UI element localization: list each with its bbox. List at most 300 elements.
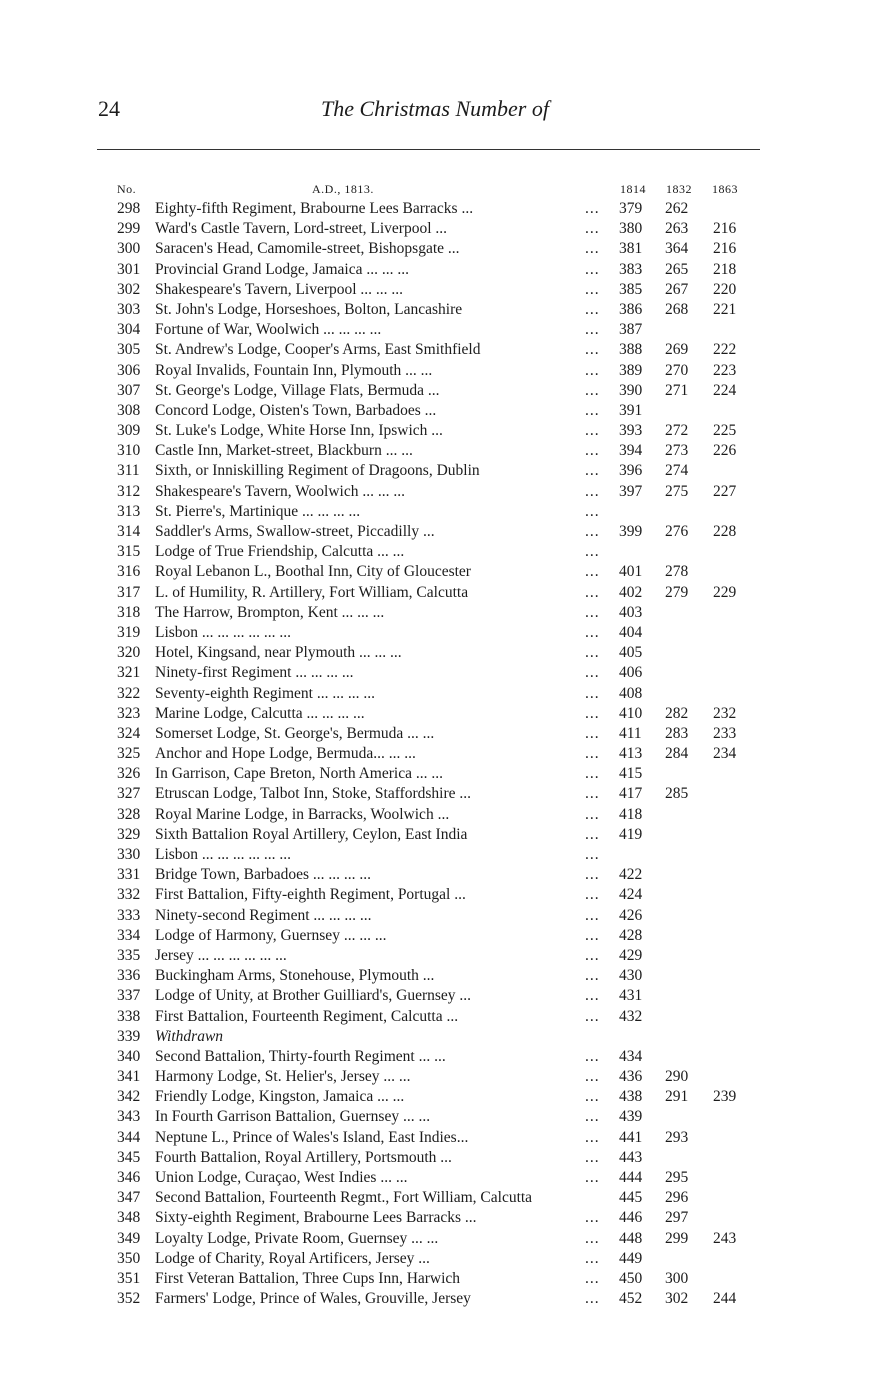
- lodge-name: Lodge of Charity, Royal Artificers, Jersey ...: [155, 1249, 430, 1267]
- number-1832: 279: [665, 583, 689, 601]
- number-1814: 449: [619, 1249, 643, 1267]
- number-1814: 426: [619, 906, 643, 924]
- number-1832: 293: [665, 1128, 689, 1146]
- number-1814: 380: [619, 220, 643, 238]
- table-row: [0, 1229, 870, 1249]
- number-1832: 274: [665, 462, 689, 480]
- leader-dots: ...: [585, 1007, 600, 1025]
- number-1814: 404: [619, 623, 643, 641]
- lodge-number: 328: [117, 805, 141, 823]
- number-1832: 265: [665, 260, 689, 278]
- leader-dots: ...: [585, 1088, 600, 1106]
- leader-dots: ...: [585, 462, 600, 480]
- lodge-number: 311: [117, 462, 140, 480]
- lodge-name: Anchor and Hope Lodge, Bermuda... ... ...: [155, 745, 416, 763]
- table-row: [0, 239, 870, 259]
- table-row: [0, 784, 870, 804]
- lodge-number: 333: [117, 906, 141, 924]
- leader-dots: ...: [585, 684, 600, 702]
- number-1814: 439: [619, 1108, 643, 1126]
- leader-dots: ...: [585, 1229, 600, 1247]
- number-1814: 403: [619, 603, 643, 621]
- number-1863: 216: [713, 220, 737, 238]
- table-row: [0, 825, 870, 845]
- lodge-name: First Veteran Battalion, Three Cups Inn, Harwich: [155, 1269, 461, 1287]
- table-row: [0, 1188, 870, 1208]
- lodge-number: 348: [117, 1209, 141, 1227]
- lodge-name: St. Pierre's, Martinique ... ... ... ...: [155, 502, 361, 520]
- number-1832: 278: [665, 563, 689, 581]
- number-1832: 297: [665, 1209, 689, 1227]
- leader-dots: ...: [585, 704, 600, 722]
- table-row: [0, 1168, 870, 1188]
- table-row: [0, 421, 870, 441]
- table-row: [0, 704, 870, 724]
- leader-dots: ...: [585, 1108, 600, 1126]
- number-1863: 232: [713, 704, 737, 722]
- leader-dots: ...: [585, 523, 600, 540]
- lodge-number: 336: [117, 967, 141, 985]
- lodge-number: 337: [117, 987, 141, 1005]
- lodge-number: 349: [117, 1229, 141, 1247]
- number-1863: 226: [713, 442, 737, 460]
- lodge-number: 350: [117, 1249, 141, 1267]
- leader-dots: ...: [585, 745, 600, 763]
- table-row: [0, 381, 870, 401]
- leader-dots: ...: [585, 906, 600, 924]
- leader-dots: ...: [585, 341, 600, 359]
- lodge-name: Royal Marine Lodge, in Barracks, Woolwich ...: [155, 805, 450, 823]
- leader-dots: ...: [585, 502, 600, 520]
- page-number: 24: [98, 96, 120, 121]
- number-1814: 418: [619, 805, 643, 823]
- lodge-number: 320: [117, 644, 141, 662]
- number-1832: 273: [665, 442, 689, 460]
- lodge-number: 317: [117, 583, 141, 601]
- number-1814: 386: [619, 300, 643, 318]
- leader-dots: ...: [585, 381, 600, 399]
- lodge-name: Shakespeare's Tavern, Woolwich ... ... ...: [155, 482, 405, 500]
- number-1832: 291: [665, 1088, 689, 1106]
- lodge-name: Farmers' Lodge, Prince of Wales, Grouville, Jersey: [155, 1290, 471, 1308]
- table-row: [0, 684, 870, 704]
- number-1814: 401: [619, 563, 643, 581]
- table-row: [0, 926, 870, 946]
- lodge-name: First Battalion, Fourteenth Regiment, Calcutta ...: [155, 1007, 459, 1025]
- leader-dots: ...: [585, 987, 600, 1005]
- lodge-name: Marine Lodge, Calcutta ... ... ... ...: [155, 704, 365, 722]
- leader-dots: ...: [585, 442, 600, 460]
- leader-dots: ...: [585, 280, 600, 298]
- lodge-number: 332: [117, 886, 141, 904]
- leader-dots: ...: [585, 866, 600, 884]
- lodge-table: [0, 199, 870, 1309]
- lodge-name: Bridge Town, Barbadoes ... ... ... ...: [155, 866, 372, 884]
- lodge-name: Royal Invalids, Fountain Inn, Plymouth ... ...: [155, 361, 433, 379]
- table-row: [0, 603, 870, 623]
- number-1814: 411: [619, 724, 642, 742]
- table-row: [0, 906, 870, 926]
- number-1863: 220: [713, 280, 737, 298]
- table-row: [0, 1249, 870, 1269]
- table-row: [0, 522, 870, 542]
- number-1814: 429: [619, 946, 643, 964]
- leader-dots: ...: [585, 765, 600, 783]
- table-row: [0, 502, 870, 522]
- number-1814: 393: [619, 422, 643, 440]
- lodge-number: 304: [117, 321, 141, 339]
- number-1863: 244: [713, 1290, 737, 1308]
- lodge-number: 331: [117, 866, 141, 884]
- lodge-name: Eighty-fifth Regiment, Brabourne Lees Barracks ...: [155, 200, 474, 217]
- table-row: [0, 280, 870, 300]
- lodge-number: 351: [117, 1269, 141, 1287]
- lodge-name: Shakespeare's Tavern, Liverpool ... ... ...: [155, 280, 404, 298]
- number-1832: 283: [665, 724, 689, 742]
- lodge-name: Buckingham Arms, Stonehouse, Plymouth ...: [155, 967, 435, 985]
- number-1863: 223: [713, 361, 737, 379]
- lodge-number: 309: [117, 422, 141, 440]
- table-row: [0, 340, 870, 360]
- lodge-number: 313: [117, 502, 141, 520]
- lodge-name: Ninety-first Regiment ... ... ... ...: [155, 664, 354, 682]
- table-row: [0, 1067, 870, 1087]
- number-1863: 218: [713, 260, 737, 278]
- table-row: [0, 805, 870, 825]
- lodge-name: First Battalion, Fifty-eighth Regiment, Portugal ...: [155, 886, 466, 904]
- number-1814: 434: [619, 1047, 643, 1065]
- number-1832: 272: [665, 422, 689, 440]
- table-row: [0, 320, 870, 340]
- lodge-name: Saddler's Arms, Swallow-street, Piccadilly ...: [155, 523, 435, 540]
- lodge-name: Lodge of Harmony, Guernsey ... ... ...: [155, 926, 387, 944]
- column-header-1863: 1863: [712, 182, 738, 196]
- number-1814: 445: [619, 1189, 643, 1207]
- lodge-number: 306: [117, 361, 141, 379]
- lodge-name: Second Battalion, Fourteenth Regmt., Fort William, Calcutta: [155, 1189, 533, 1207]
- table-row: [0, 1107, 870, 1127]
- leader-dots: ...: [585, 805, 600, 823]
- table-row: [0, 1128, 870, 1148]
- lodge-name: Provincial Grand Lodge, Jamaica ... ... ...: [155, 260, 409, 278]
- leader-dots: ...: [585, 563, 600, 581]
- lodge-name: St. John's Lodge, Horseshoes, Bolton, Lancashire: [155, 300, 463, 318]
- lodge-name: Etruscan Lodge, Talbot Inn, Stoke, Staffordshire ...: [155, 785, 472, 803]
- lodge-name: The Harrow, Brompton, Kent ... ... ...: [155, 603, 385, 621]
- lodge-name: Castle Inn, Market-street, Blackburn ... ...: [155, 442, 413, 460]
- number-1863: 225: [713, 422, 737, 440]
- lodge-number: 310: [117, 442, 141, 460]
- lodge-number: 321: [117, 664, 141, 682]
- number-1832: 282: [665, 704, 689, 722]
- leader-dots: ...: [585, 300, 600, 318]
- lodge-name: Fourth Battalion, Royal Artillery, Portsmouth ...: [155, 1148, 452, 1166]
- leader-dots: ...: [585, 1128, 600, 1146]
- leader-dots: ...: [585, 482, 600, 500]
- lodge-number: 342: [117, 1088, 141, 1106]
- lodge-name: Harmony Lodge, St. Helier's, Jersey ... ...: [155, 1068, 411, 1086]
- lodge-name: St. Andrew's Lodge, Cooper's Arms, East Smithfield: [155, 341, 481, 359]
- lodge-name: Lisbon ... ... ... ... ... ...: [155, 623, 292, 641]
- number-1814: 391: [619, 401, 643, 419]
- table-row: [0, 845, 870, 865]
- table-row: [0, 219, 870, 239]
- number-1832: 267: [665, 280, 689, 298]
- leader-dots: ...: [585, 220, 600, 238]
- number-1832: 271: [665, 381, 689, 399]
- table-row: [0, 583, 870, 603]
- number-1863: 221: [713, 300, 737, 318]
- number-1814: 428: [619, 926, 643, 944]
- number-1832: 276: [665, 523, 689, 540]
- number-1814: 419: [619, 825, 643, 843]
- lodge-number: 299: [117, 220, 141, 238]
- lodge-name: Seventy-eighth Regiment ... ... ... ...: [155, 684, 375, 702]
- number-1814: 444: [619, 1169, 643, 1186]
- lodge-number: 352: [117, 1290, 141, 1308]
- number-1814: 408: [619, 684, 643, 702]
- lodge-number: 341: [117, 1068, 141, 1086]
- lodge-name: Friendly Lodge, Kingston, Jamaica ... ...: [155, 1088, 405, 1106]
- lodge-name: Somerset Lodge, St. George's, Bermuda ... ...: [155, 724, 435, 742]
- leader-dots: ...: [585, 401, 600, 419]
- table-row: [0, 482, 870, 502]
- lodge-name: Royal Lebanon L., Boothal Inn, City of Gloucester: [155, 563, 471, 581]
- number-1814: 410: [619, 704, 643, 722]
- leader-dots: ...: [585, 1290, 600, 1308]
- number-1814: 436: [619, 1068, 643, 1086]
- leader-dots: ...: [585, 200, 600, 217]
- number-1832: 296: [665, 1189, 689, 1207]
- number-1832: 262: [665, 200, 689, 217]
- leader-dots: ...: [585, 361, 600, 379]
- lodge-name: Hotel, Kingsand, near Plymouth ... ... ...: [155, 644, 402, 662]
- number-1814: 389: [619, 361, 643, 379]
- leader-dots: ...: [585, 1148, 600, 1166]
- lodge-number: 344: [117, 1128, 141, 1146]
- leader-dots: ...: [585, 846, 600, 863]
- leader-dots: ...: [585, 1047, 600, 1065]
- number-1832: 300: [665, 1269, 689, 1287]
- column-header-1814: 1814: [620, 182, 646, 196]
- table-row: [0, 946, 870, 966]
- table-row: [0, 1047, 870, 1067]
- leader-dots: ...: [585, 1269, 600, 1287]
- leader-dots: ...: [585, 543, 600, 561]
- lodge-number: 338: [117, 1007, 141, 1025]
- table-row: [0, 1007, 870, 1027]
- number-1863: 243: [713, 1229, 737, 1247]
- leader-dots: ...: [585, 422, 600, 440]
- leader-dots: ...: [585, 825, 600, 843]
- number-1863: 228: [713, 523, 737, 540]
- table-row: [0, 966, 870, 986]
- table-row: [0, 1148, 870, 1168]
- number-1814: 422: [619, 866, 643, 884]
- table-row: [0, 623, 870, 643]
- number-1814: 385: [619, 280, 643, 298]
- number-1814: 406: [619, 664, 643, 682]
- number-1832: 295: [665, 1169, 689, 1186]
- number-1832: 270: [665, 361, 689, 379]
- number-1814: 448: [619, 1229, 643, 1247]
- lodge-number: 340: [117, 1047, 141, 1065]
- number-1814: 394: [619, 442, 643, 460]
- leader-dots: ...: [585, 724, 600, 742]
- lodge-number: 326: [117, 765, 141, 783]
- number-1832: 285: [665, 785, 689, 803]
- table-row: [0, 663, 870, 683]
- number-1863: 233: [713, 724, 737, 742]
- lodge-number: 305: [117, 341, 141, 359]
- leader-dots: ...: [585, 1249, 600, 1267]
- lodge-name: St. Luke's Lodge, White Horse Inn, Ipswich ...: [155, 422, 443, 440]
- number-1814: 381: [619, 240, 643, 258]
- number-1814: 397: [619, 482, 643, 500]
- lodge-number: 303: [117, 300, 141, 318]
- lodge-number: 319: [117, 623, 141, 641]
- number-1832: 268: [665, 300, 689, 318]
- number-1814: 379: [619, 200, 643, 217]
- number-1814: 383: [619, 260, 643, 278]
- number-1814: 424: [619, 886, 643, 904]
- lodge-name: Saracen's Head, Camomile-street, Bishopsgate ...: [155, 240, 460, 258]
- leader-dots: ...: [585, 967, 600, 985]
- lodge-number: 343: [117, 1108, 141, 1126]
- table-row: [0, 1208, 870, 1228]
- lodge-name: Sixty-eighth Regiment, Brabourne Lees Barracks ...: [155, 1209, 477, 1227]
- number-1814: 388: [619, 341, 643, 359]
- number-1814: 441: [619, 1128, 643, 1146]
- lodge-number: 323: [117, 704, 141, 722]
- number-1863: 216: [713, 240, 737, 258]
- header-rule: [97, 149, 760, 150]
- number-1832: 364: [665, 240, 689, 258]
- table-row: [0, 643, 870, 663]
- lodge-number: 345: [117, 1148, 141, 1166]
- lodge-name: Second Battalion, Thirty-fourth Regiment ... ...: [155, 1047, 446, 1065]
- number-1814: 405: [619, 644, 643, 662]
- leader-dots: ...: [585, 886, 600, 904]
- leader-dots: ...: [585, 785, 600, 803]
- lodge-number: 334: [117, 926, 141, 944]
- table-row: [0, 1027, 870, 1047]
- number-1863: 239: [713, 1088, 737, 1106]
- lodge-name: L. of Humility, R. Artillery, Fort William, Calcutta: [155, 583, 469, 601]
- number-1832: 263: [665, 220, 689, 238]
- lodge-number: 347: [117, 1189, 141, 1207]
- lodge-name: Jersey ... ... ... ... ... ...: [155, 946, 287, 964]
- lodge-name: St. George's Lodge, Village Flats, Bermuda ...: [155, 381, 440, 399]
- leader-dots: ...: [585, 644, 600, 662]
- lodge-number: 335: [117, 946, 141, 964]
- lodge-number: 301: [117, 260, 141, 278]
- number-1863: 227: [713, 482, 737, 500]
- lodge-name: Sixth, or Inniskilling Regiment of Dragoons, Dublin: [155, 462, 480, 480]
- table-row: [0, 542, 870, 562]
- lodge-name: Ninety-second Regiment ... ... ... ...: [155, 906, 372, 924]
- lodge-number: 324: [117, 724, 141, 742]
- table-row: [0, 401, 870, 421]
- table-row: [0, 562, 870, 582]
- lodge-name: Ward's Castle Tavern, Lord-street, Liverpool ...: [155, 220, 448, 238]
- lodge-number: 325: [117, 745, 141, 763]
- table-row: [0, 1289, 870, 1309]
- number-1832: 269: [665, 341, 689, 359]
- lodge-number: 318: [117, 603, 141, 621]
- lodge-number: 314: [117, 523, 141, 540]
- leader-dots: ...: [585, 583, 600, 601]
- lodge-number: 315: [117, 543, 141, 561]
- table-row: [0, 764, 870, 784]
- lodge-number: 302: [117, 280, 141, 298]
- number-1814: 430: [619, 967, 643, 985]
- table-row: [0, 885, 870, 905]
- number-1814: 396: [619, 462, 643, 480]
- number-1814: 390: [619, 381, 643, 399]
- lodge-name: Concord Lodge, Oisten's Town, Barbadoes ...: [155, 401, 437, 419]
- number-1814: 431: [619, 987, 643, 1005]
- table-row: [0, 744, 870, 764]
- lodge-number: 339: [117, 1027, 141, 1045]
- lodge-number: 346: [117, 1169, 141, 1186]
- table-row: [0, 986, 870, 1006]
- number-1814: 387: [619, 321, 643, 339]
- leader-dots: ...: [585, 321, 600, 339]
- lodge-number: 298: [117, 200, 141, 217]
- lodge-name: Withdrawn: [155, 1027, 224, 1045]
- number-1814: 402: [619, 583, 643, 601]
- leader-dots: ...: [585, 240, 600, 258]
- column-header-ad: A.D., 1813.: [312, 182, 374, 196]
- table-row: [0, 441, 870, 461]
- number-1863: 224: [713, 381, 737, 399]
- lodge-number: 308: [117, 401, 141, 419]
- table-row: [0, 461, 870, 481]
- table-row: [0, 361, 870, 381]
- number-1832: 299: [665, 1229, 689, 1247]
- leader-dots: ...: [585, 946, 600, 964]
- number-1863: 229: [713, 583, 737, 601]
- leader-dots: ...: [585, 1169, 600, 1186]
- number-1814: 438: [619, 1088, 643, 1106]
- number-1814: 452: [619, 1290, 643, 1308]
- lodge-number: 322: [117, 684, 141, 702]
- leader-dots: ...: [585, 664, 600, 682]
- number-1814: 413: [619, 745, 643, 763]
- number-1832: 302: [665, 1290, 689, 1308]
- number-1814: 450: [619, 1269, 643, 1287]
- lodge-number: 307: [117, 381, 141, 399]
- lodge-name: Lodge of Unity, at Brother Guilliard's, Guernsey ...: [155, 987, 472, 1005]
- leader-dots: ...: [585, 603, 600, 621]
- table-row: [0, 300, 870, 320]
- number-1814: 415: [619, 765, 643, 783]
- lodge-number: 329: [117, 825, 141, 843]
- number-1814: 432: [619, 1007, 643, 1025]
- number-1832: 284: [665, 745, 689, 763]
- table-row: [0, 1269, 870, 1289]
- lodge-number: 312: [117, 482, 141, 500]
- column-header-1832: 1832: [666, 182, 692, 196]
- leader-dots: ...: [585, 1209, 600, 1227]
- number-1814: 443: [619, 1148, 643, 1166]
- number-1832: 275: [665, 482, 689, 500]
- table-row: [0, 199, 870, 219]
- column-header-no: No.: [117, 182, 137, 196]
- lodge-number: 330: [117, 846, 141, 863]
- lodge-name: Neptune L., Prince of Wales's Island, East Indies...: [155, 1128, 469, 1146]
